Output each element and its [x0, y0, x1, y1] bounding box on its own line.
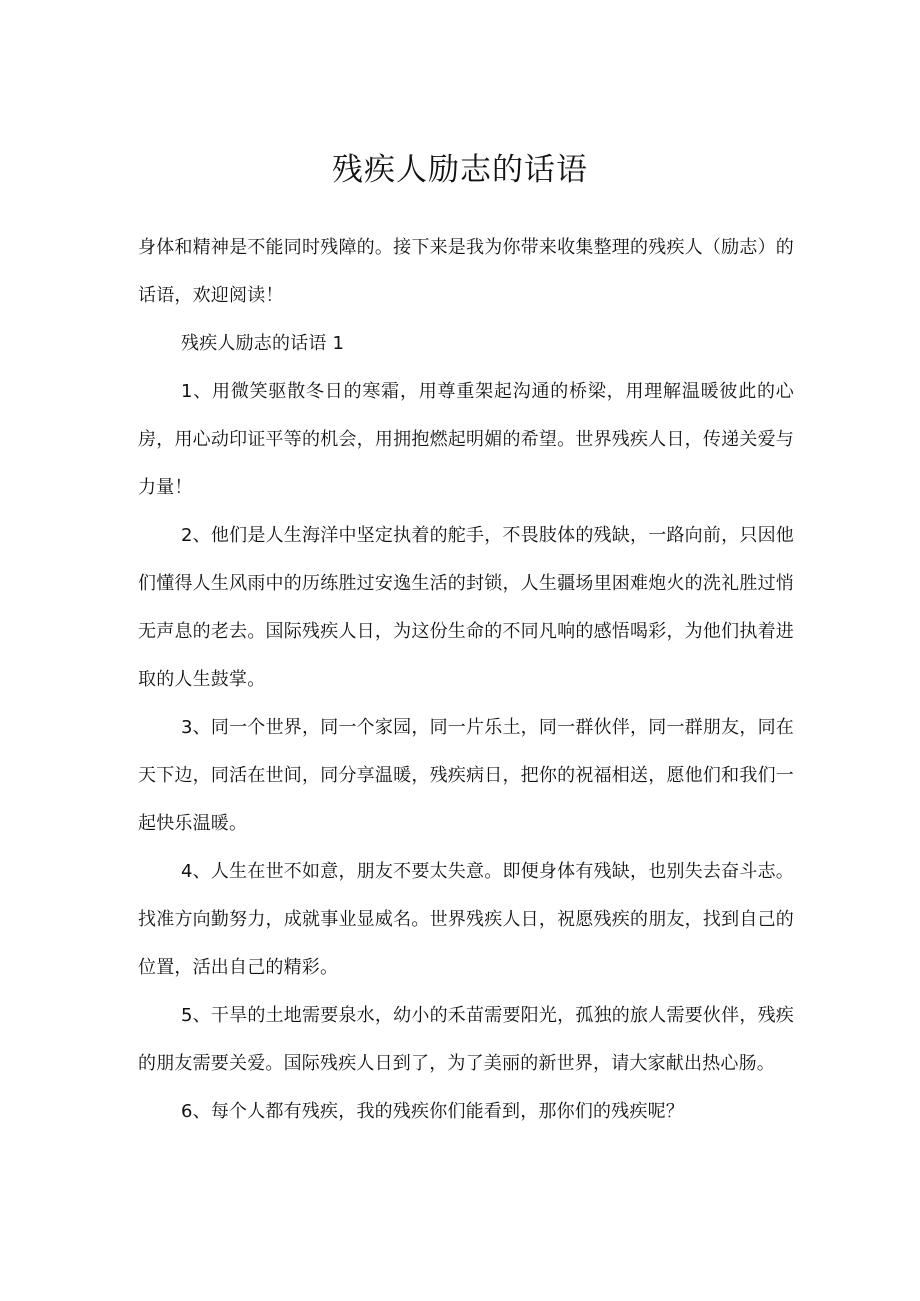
section-heading: 残疾人励志的话语 1 [181, 333, 345, 354]
list-item: 5、干旱的土地需要泉水，幼小的禾苗需要阳光，孤独的旅人需要伙伴，残疾的朋友需要关爱。国际残疾人日到了，为了美丽的新世界，请大家献出热心肠。 [138, 1005, 794, 1074]
list-item: 3、同一个世界，同一个家园，同一片乐土，同一群伙伴，同一群朋友，同在天下边，同活在世间，同分享温暖，残疾病日，把你的祝福相送，愿他们和我们一起快乐温暖。 [138, 717, 794, 834]
list-item: 2、他们是人生海洋中坚定执着的舵手，不畏肢体的残缺，一路向前，只因他们懂得人生风雨中的历练胜过安逸生活的封锁，人生疆场里困难炮火的洗礼胜过悄无声息的老去。国际残疾人日，为这份生命的不同凡响的感悟喝彩，为他们执着进取的人生鼓掌。 [138, 525, 794, 690]
document-title: 残疾人励志的话语 [332, 152, 588, 188]
list-item: 1、用微笑驱散冬日的寒霜，用尊重架起沟通的桥梁，用理解温暖彼此的心房，用心动印证平等的机会，用拥抱燃起明媚的希望。世界残疾人日，传递关爱与力量！ [138, 381, 794, 498]
list-item: 4、人生在世不如意，朋友不要太失意。即便身体有残缺，也别失去奋斗志。找准方向勤努力，成就事业显威名。世界残疾人日，祝愿残疾的朋友，找到自己的位置，活出自己的精彩。 [138, 861, 794, 978]
document-body [138, 224, 794, 1136]
intro-paragraph: 身体和精神是不能同时残障的。接下来是我为你带来收集整理的残疾人（励志）的话语，欢迎阅读！ [138, 237, 794, 306]
list-item: 6、每个人都有残疾，我的残疾你们能看到，那你们的残疾呢？ [181, 1101, 685, 1122]
